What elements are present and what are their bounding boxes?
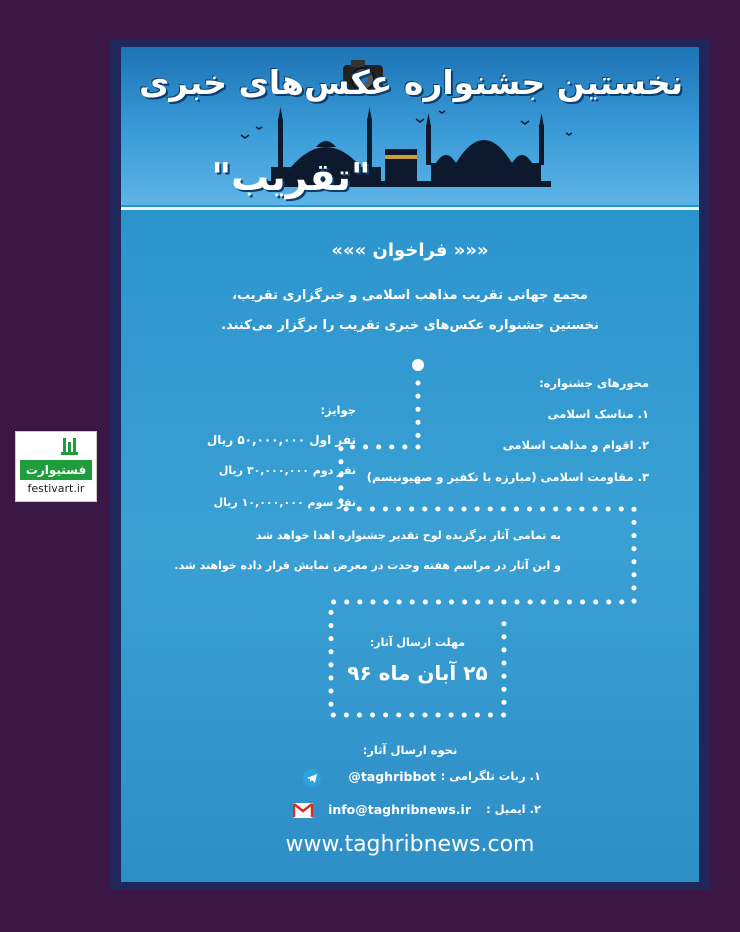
themes-heading: محورهای جشنواره: xyxy=(539,376,649,390)
email-address[interactable]: info@taghribnews.ir xyxy=(328,802,471,817)
theme-item: ۳. مقاومت اسلامی (مبارزه با تکفیر و صهیونیسم) xyxy=(366,470,649,484)
poster xyxy=(121,47,699,882)
prize-item: نفر اول ۵۰,۰۰۰,۰۰۰ ریال xyxy=(206,433,356,447)
intro-line-1: مجمع جهانی تقریب مذاهب اسلامی و خبرگزاری تقریب، xyxy=(232,288,588,303)
prize-item: نفر سوم ۱۰,۰۰۰,۰۰۰ ریال xyxy=(213,496,356,509)
telegram-handle[interactable]: @taghribbot xyxy=(348,769,436,784)
intro-line-2: نخستین جشنواره عکس‌های خبری تقریب را برگزار می‌کنند. xyxy=(221,318,599,333)
poster-subtitle: "تقریب" xyxy=(211,155,371,199)
submit-email-label: ۲. ایمیل : xyxy=(486,802,541,816)
award-line-2: و این آثار در مراسم هفته وحدت در معرض نمایش قرار داده خواهند شد. xyxy=(174,559,561,572)
website-url[interactable]: www.taghribnews.com xyxy=(285,832,535,857)
telegram-icon xyxy=(303,769,321,787)
deadline-value: ۲۵ آبان ماه ۹۶ xyxy=(347,661,488,685)
festivart-url: festivart.ir xyxy=(27,482,85,495)
call-heading: ««« فراخوان »»» xyxy=(331,240,489,261)
submit-telegram-label: ۱. ربات تلگرامی : xyxy=(440,769,541,783)
prize-item: نفر دوم ۳۰,۰۰۰,۰۰۰ ریال xyxy=(218,464,356,477)
festivart-brand: فستیوارت xyxy=(20,460,92,480)
submit-email-row xyxy=(291,802,541,822)
award-line-1: به تمامی آثار برگزیده لوح تقدیر جشنواره اهدا خواهد شد xyxy=(255,529,561,542)
submit-heading: نحوه ارسال آثار: xyxy=(362,743,458,757)
theme-item: ۲. اقوام و مذاهب اسلامی xyxy=(502,438,649,452)
poster-title: نخستین جشنواره عکس‌های خبری xyxy=(138,63,684,102)
festivart-logo[interactable] xyxy=(15,431,97,502)
submit-telegram-row xyxy=(301,769,541,789)
gmail-icon xyxy=(293,803,313,818)
deadline-label: مهلت ارسال آثار: xyxy=(369,636,466,649)
theme-item: ۱. مناسک اسلامی xyxy=(547,407,649,421)
prizes-heading: جوایز: xyxy=(320,403,356,417)
